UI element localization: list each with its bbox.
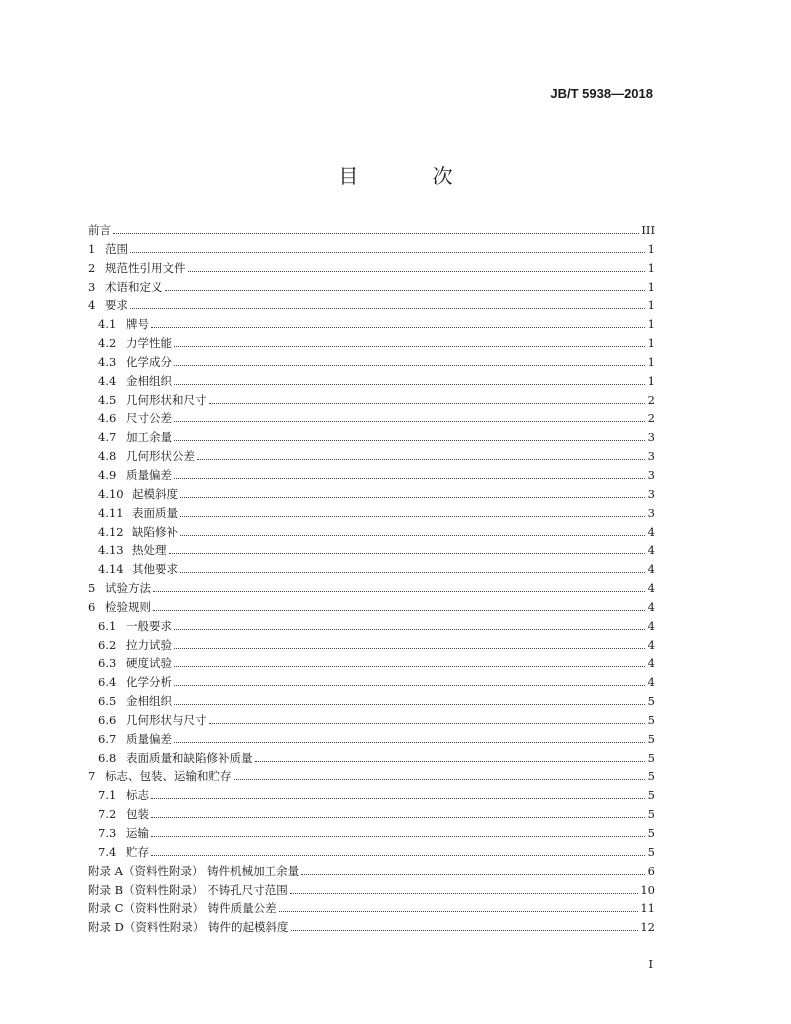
- toc-entry-label: 几何形状公差: [126, 449, 195, 464]
- toc-entry-label: 热处理: [132, 543, 167, 558]
- standard-code: JB/T 5938—2018: [550, 86, 653, 101]
- dot-leader: [180, 515, 645, 517]
- toc-entry-label: 化学成分: [126, 354, 172, 369]
- dot-leader: [197, 458, 645, 460]
- dot-leader: [174, 364, 645, 366]
- toc-entry[interactable]: [88, 692, 655, 711]
- toc-entry-label: 要求: [105, 298, 128, 313]
- dot-leader: [130, 251, 645, 253]
- toc-entry[interactable]: [88, 221, 655, 240]
- dot-leader: [174, 628, 645, 630]
- toc-entry-number: 7.3: [98, 826, 117, 840]
- toc-entry-label: 运输: [126, 826, 149, 840]
- toc-entry[interactable]: [88, 673, 655, 692]
- toc-entry-page: 1: [647, 354, 655, 369]
- toc-entry[interactable]: [88, 428, 655, 447]
- toc-entry[interactable]: [88, 636, 655, 655]
- toc-entry-label: 规范性引用文件: [105, 260, 186, 275]
- dot-leader: [174, 703, 645, 705]
- toc-entry-page: 5: [647, 712, 655, 727]
- toc-entry[interactable]: [88, 391, 655, 410]
- dot-leader: [188, 270, 646, 272]
- toc-entry-number: 6.2: [98, 637, 117, 652]
- dot-leader: [180, 496, 645, 498]
- toc-entry[interactable]: [88, 730, 655, 749]
- toc-entry-number: 4.13: [98, 543, 124, 558]
- toc-entry-number: 4.7: [98, 430, 117, 445]
- toc-entry-number: 4.10: [98, 486, 124, 501]
- dot-leader: [169, 552, 646, 554]
- toc-entry-label: 标志: [126, 788, 149, 803]
- toc-entry-number: 6.3: [98, 656, 117, 671]
- toc-entry-label: 化学分析: [126, 675, 172, 690]
- toc-entry-page: 2: [647, 392, 655, 407]
- toc-entry-number: 7.4: [98, 844, 117, 859]
- toc-entry[interactable]: [88, 334, 655, 353]
- toc-entry[interactable]: [88, 654, 655, 673]
- toc-entry-page: 4: [647, 656, 655, 671]
- toc-entry-number: 2: [88, 260, 96, 275]
- toc-entry-page: 3: [647, 430, 655, 445]
- toc-entry[interactable]: [88, 278, 655, 297]
- toc-entry[interactable]: [88, 862, 655, 881]
- toc-entry-number: 6.8: [98, 750, 117, 765]
- toc-entry[interactable]: [88, 372, 655, 391]
- toc-entry-label: 尺寸公差: [126, 411, 172, 426]
- toc-entry-page: 5: [647, 731, 655, 746]
- dot-leader: [151, 854, 645, 856]
- dot-leader: [151, 835, 645, 837]
- dot-leader: [113, 232, 639, 234]
- toc-entry-number: 6.4: [98, 675, 117, 690]
- toc-entry[interactable]: [88, 447, 655, 466]
- toc-entry-label: 附录 A（资料性附录） 铸件机械加工余量: [88, 863, 300, 878]
- toc-entry-number: 6.7: [98, 731, 117, 746]
- toc-entry-label: 几何形状与尺寸: [126, 712, 207, 727]
- page-number: I: [648, 957, 653, 971]
- dot-leader: [290, 892, 639, 894]
- toc-entry-page: 1: [647, 279, 655, 294]
- toc-entry-page: 5: [647, 750, 655, 765]
- toc-entry-page: 5: [647, 694, 655, 709]
- toc-entry-number: 4.3: [98, 354, 117, 369]
- table-of-contents: [88, 221, 655, 937]
- toc-entry-label: 质量偏差: [126, 731, 172, 746]
- toc-entry-label: 牌号: [126, 317, 149, 332]
- toc-entry-label: 力学性能: [126, 336, 172, 351]
- dot-leader: [174, 647, 645, 649]
- toc-entry-number: 6.5: [98, 694, 117, 709]
- dot-leader: [234, 778, 646, 780]
- toc-entry-label: 起模斜度: [132, 486, 178, 501]
- toc-entry-page: 1: [647, 260, 655, 275]
- toc-entry-label: 加工余量: [126, 430, 172, 445]
- toc-entry-page: 4: [647, 562, 655, 577]
- toc-entry-page: III: [641, 223, 655, 237]
- dot-leader: [153, 590, 645, 592]
- toc-entry[interactable]: [88, 824, 655, 843]
- toc-entry-page: 4: [647, 618, 655, 633]
- toc-entry[interactable]: [88, 711, 655, 730]
- toc-entry[interactable]: [88, 240, 655, 259]
- toc-entry-label: 术语和定义: [105, 279, 163, 294]
- toc-entry-label: 前言: [88, 223, 111, 237]
- toc-entry-label: 标志、包装、运输和贮存: [105, 769, 232, 784]
- dot-leader: [174, 420, 645, 422]
- toc-entry-number: 4: [88, 298, 96, 313]
- toc-entry-page: 3: [647, 505, 655, 520]
- toc-entry-page: 3: [647, 486, 655, 501]
- toc-entry-page: 1: [647, 317, 655, 332]
- toc-entry-label: 表面质量: [132, 505, 178, 520]
- toc-entry[interactable]: [88, 843, 655, 862]
- toc-entry-number: 7: [88, 769, 96, 784]
- toc-entry-number: 4.11: [98, 505, 124, 520]
- toc-entry-page: 4: [647, 599, 655, 614]
- toc-entry-label: 附录 B（资料性附录） 不铸孔尺寸范围: [88, 882, 288, 897]
- toc-entry-page: 6: [647, 863, 655, 878]
- toc-entry-label: 几何形状和尺寸: [126, 392, 207, 407]
- toc-entry-label: 硬度试验: [126, 656, 172, 671]
- dot-leader: [174, 345, 645, 347]
- dot-leader: [130, 307, 645, 309]
- toc-entry-label: 质量偏差: [126, 467, 172, 482]
- toc-entry-label: 附录 D（资料性附录） 铸件的起模斜度: [88, 920, 289, 935]
- dot-leader: [151, 326, 645, 328]
- toc-entry-label: 缺陷修补: [132, 524, 178, 539]
- toc-entry-page: 4: [647, 524, 655, 539]
- toc-entry[interactable]: [88, 315, 655, 334]
- toc-entry[interactable]: [88, 579, 655, 598]
- toc-entry-page: 5: [647, 769, 655, 784]
- toc-entry-page: 10: [640, 882, 655, 897]
- toc-entry-number: 4.14: [98, 562, 124, 577]
- dot-leader: [151, 797, 645, 799]
- toc-entry[interactable]: [88, 296, 655, 315]
- toc-entry[interactable]: [88, 353, 655, 372]
- toc-entry[interactable]: [88, 767, 655, 786]
- toc-entry-number: 4.4: [98, 373, 117, 388]
- toc-entry-number: 6.1: [98, 618, 117, 633]
- toc-entry-label: 试验方法: [105, 581, 151, 596]
- toc-entry[interactable]: [88, 881, 655, 900]
- toc-entry[interactable]: [88, 259, 655, 278]
- toc-entry-number: 6: [88, 599, 96, 614]
- toc-entry-page: 3: [647, 467, 655, 482]
- toc-entry[interactable]: [88, 541, 655, 560]
- toc-entry-number: 4.8: [98, 449, 117, 464]
- toc-entry[interactable]: [88, 409, 655, 428]
- toc-entry-label: 一般要求: [126, 618, 172, 633]
- toc-entry-page: 4: [647, 675, 655, 690]
- toc-entry-number: 7.2: [98, 807, 117, 822]
- dot-leader: [174, 665, 645, 667]
- toc-entry-label: 包装: [126, 807, 149, 822]
- toc-entry[interactable]: [88, 749, 655, 768]
- toc-entry-page: 1: [647, 298, 655, 313]
- toc-entry-label: 金相组织: [126, 694, 172, 709]
- dot-leader: [209, 722, 646, 724]
- toc-entry-page: 3: [647, 449, 655, 464]
- toc-entry[interactable]: [88, 485, 655, 504]
- toc-entry-page: 4: [647, 637, 655, 652]
- toc-entry-page: 2: [647, 411, 655, 426]
- toc-entry[interactable]: [88, 899, 655, 918]
- toc-entry-number: 4.2: [98, 336, 117, 351]
- toc-entry[interactable]: [88, 560, 655, 579]
- toc-entry-number: 7.1: [98, 788, 117, 803]
- toc-entry-page: 5: [647, 788, 655, 803]
- toc-entry-number: 5: [88, 581, 96, 596]
- dot-leader: [174, 439, 645, 441]
- toc-entry-label: 贮存: [126, 844, 149, 859]
- toc-entry-label: 附录 C（资料性附录） 铸件质量公差: [88, 901, 277, 916]
- toc-entry-label: 表面质量和缺陷修补质量: [126, 750, 253, 765]
- toc-entry[interactable]: [88, 805, 655, 824]
- toc-entry-page: 5: [647, 844, 655, 859]
- dot-leader: [279, 910, 639, 912]
- toc-entry-number: 4.9: [98, 467, 117, 482]
- toc-entry-label: 金相组织: [126, 373, 172, 388]
- dot-leader: [174, 383, 645, 385]
- toc-entry[interactable]: [88, 523, 655, 542]
- toc-entry-page: 11: [640, 901, 655, 916]
- dot-leader: [291, 929, 639, 931]
- toc-entry-page: 1: [647, 336, 655, 351]
- toc-entry-label: 拉力试验: [126, 637, 172, 652]
- toc-entry-page: 12: [640, 920, 655, 935]
- dot-leader: [209, 402, 646, 404]
- toc-entry-number: 3: [88, 279, 96, 294]
- toc-entry-number: 4.12: [98, 524, 124, 539]
- toc-entry[interactable]: [88, 504, 655, 523]
- dot-leader: [174, 477, 645, 479]
- toc-entry-label: 其他要求: [132, 562, 178, 577]
- toc-entry-page: 4: [647, 543, 655, 558]
- toc-entry-page: 5: [647, 826, 655, 840]
- dot-leader: [174, 741, 645, 743]
- toc-entry-number: 4.6: [98, 411, 117, 426]
- dot-leader: [255, 760, 646, 762]
- page-title: 目 次: [338, 164, 487, 188]
- dot-leader: [180, 571, 645, 573]
- dot-leader: [174, 684, 645, 686]
- toc-entry-page: 5: [647, 807, 655, 822]
- toc-entry[interactable]: [88, 617, 655, 636]
- toc-entry[interactable]: [88, 786, 655, 805]
- toc-entry-label: 检验规则: [105, 599, 151, 614]
- toc-entry-page: 1: [647, 373, 655, 388]
- dot-leader: [151, 816, 645, 818]
- toc-entry[interactable]: [88, 918, 655, 937]
- toc-entry-number: 6.6: [98, 712, 117, 727]
- dot-leader: [301, 873, 645, 875]
- dot-leader: [165, 289, 646, 291]
- toc-entry-page: 1: [647, 241, 655, 256]
- dot-leader: [153, 609, 645, 611]
- toc-entry-number: 4.5: [98, 392, 117, 407]
- dot-leader: [180, 534, 645, 536]
- toc-entry-number: 4.1: [98, 317, 117, 332]
- toc-entry-label: 范围: [105, 241, 128, 256]
- toc-entry[interactable]: [88, 598, 655, 617]
- toc-entry[interactable]: [88, 466, 655, 485]
- toc-entry-number: 1: [88, 241, 96, 256]
- toc-entry-page: 4: [647, 581, 655, 596]
